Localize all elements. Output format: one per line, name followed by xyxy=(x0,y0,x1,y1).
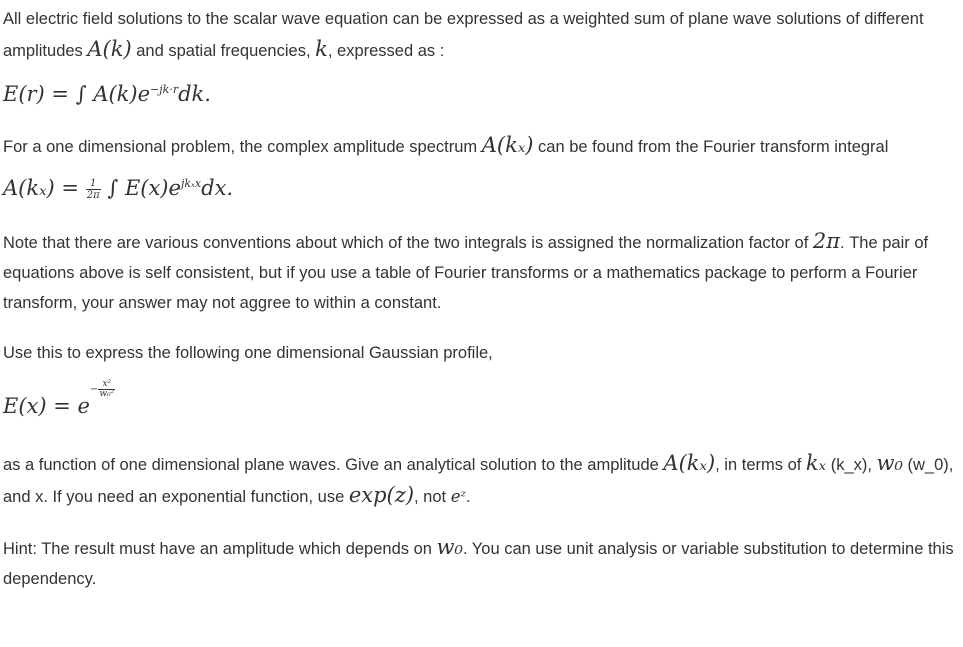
hint-text-b: . You can use unit analysis or variable substitution to determine this dependency. xyxy=(3,540,954,588)
intro-text-c: , expressed as : xyxy=(327,42,445,60)
gaussian-intro-paragraph xyxy=(3,338,960,368)
two-pi-symbol: 2π xyxy=(812,229,841,253)
fourier-integral-equation xyxy=(3,176,960,210)
intro-text-b: and spatial frequencies, xyxy=(131,42,316,60)
convention-text-b: . The pair of equations above is self consistent, but if you use a table of Fourier transforms or a mathematics package to perform a Fourier transform, your answer may not aggree to within a constant. xyxy=(3,234,929,312)
task-text-a: as a function of one dimensional plane waves. Give an analytical solution to the amplitude xyxy=(3,456,664,474)
eq2-fraction-den: 2π xyxy=(86,190,100,201)
eq3-lhs: E(x) = e xyxy=(3,394,90,418)
task-kx-symbol: kₓ xyxy=(805,451,827,475)
eq2-body: ∫ E(x)e xyxy=(107,176,181,200)
fourier-text-b: can be found from the Fourier transform integral xyxy=(533,138,889,156)
eq1-tail: dk. xyxy=(178,82,211,106)
eq3-exp-num: x² xyxy=(98,380,115,390)
task-exp-symbol: exp(z) xyxy=(348,483,415,507)
gaussian-intro-text: Use this to express the following one dimensional Gaussian profile, xyxy=(3,344,493,362)
task-ez-symbol: eᶻ xyxy=(450,487,466,506)
eq3-exp-sign: − xyxy=(89,384,99,395)
eq2-tail: dx. xyxy=(201,176,234,200)
plane-wave-equation xyxy=(3,82,960,116)
amplitude-symbol: A(k) xyxy=(87,37,132,61)
fourier-paragraph xyxy=(3,130,960,162)
gaussian-equation xyxy=(3,379,960,434)
hint-paragraph xyxy=(3,532,960,594)
eq2-exponent: jkₓx xyxy=(180,177,202,190)
task-text-d: (w_0), and x. If you need an exponential function, use xyxy=(3,456,954,506)
hint-w0-symbol: w₀ xyxy=(436,535,463,559)
task-paragraph xyxy=(3,448,960,512)
task-w0-symbol: w₀ xyxy=(876,451,903,475)
hint-text-a: Hint: The result must have an amplitude which depends on xyxy=(3,540,437,558)
convention-paragraph xyxy=(3,226,960,318)
spectrum-symbol: A(kₓ) xyxy=(481,133,534,157)
convention-text-a: Note that there are various conventions about which of the two integrals is assigned the normalization factor of xyxy=(3,234,813,252)
eq1-lhs: E(r) = ∫ A(k)e xyxy=(3,82,151,106)
eq1-exponent: −jk·r xyxy=(150,83,179,96)
eq3-exponent xyxy=(90,380,115,399)
fourier-text-a: For a one dimensional problem, the complex amplitude spectrum xyxy=(3,138,482,156)
intro-paragraph xyxy=(3,4,960,66)
eq3-exp-den: w₀² xyxy=(99,389,115,399)
eq2-lhs: A(kₓ) = xyxy=(3,176,80,200)
task-text-e: , not xyxy=(414,488,451,506)
task-amplitude-symbol: A(kₓ) xyxy=(663,451,716,475)
eq2-fraction-num: 1 xyxy=(86,178,101,190)
eq3-exp-fraction xyxy=(98,380,115,399)
task-text-b: , in terms of xyxy=(715,456,806,474)
eq2-fraction xyxy=(86,178,101,201)
intro-text-a: All electric field solutions to the scalar wave equation can be expressed as a weighted sum of plane wave solutions of different amplitudes xyxy=(3,10,924,60)
task-text-c: (k_x), xyxy=(826,456,877,474)
task-text-f: . xyxy=(465,488,471,506)
frequency-symbol: k xyxy=(315,37,328,61)
